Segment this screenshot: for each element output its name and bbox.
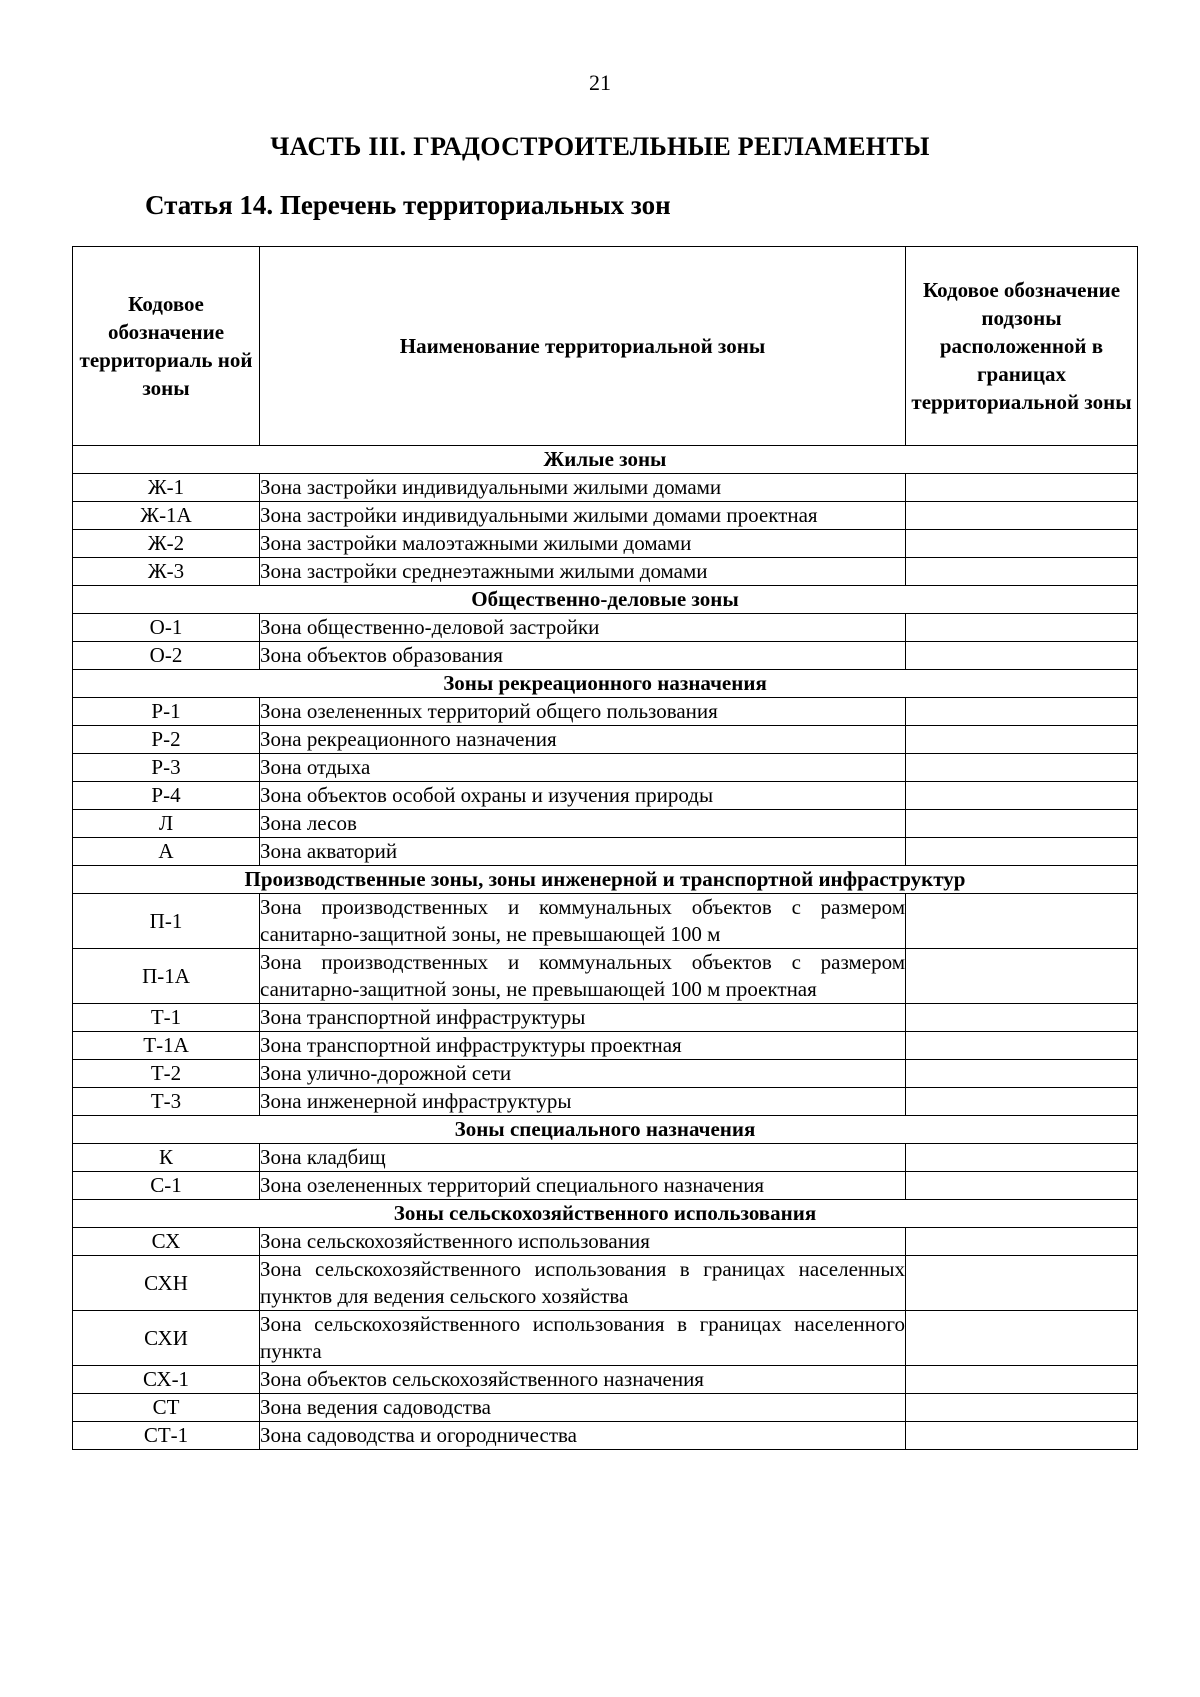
zone-name: Зона садоводства и огородничества: [260, 1422, 906, 1450]
zone-name: Зона застройки малоэтажными жилыми домами: [260, 530, 906, 558]
subzone-code: [906, 726, 1138, 754]
zone-code: О-2: [73, 642, 260, 670]
zone-name: Зона объектов сельскохозяйственного назначения: [260, 1366, 906, 1394]
table-row: [73, 754, 1138, 782]
table-row: [73, 530, 1138, 558]
table-body: [73, 446, 1138, 1450]
subzone-code: [906, 1088, 1138, 1116]
subzone-code: [906, 614, 1138, 642]
zone-code: Т-1: [73, 1004, 260, 1032]
subzone-code: [906, 894, 1138, 949]
subzone-code: [906, 642, 1138, 670]
zone-name: Зона транспортной инфраструктуры проектная: [260, 1032, 906, 1060]
zone-code: Ж-1А: [73, 502, 260, 530]
subzone-code: [906, 949, 1138, 1004]
zone-code: Т-3: [73, 1088, 260, 1116]
subzone-code: [906, 1144, 1138, 1172]
zone-name: Зона озелененных территорий общего пользования: [260, 698, 906, 726]
section-row: [73, 670, 1138, 698]
zone-code: Ж-1: [73, 474, 260, 502]
table-row: [73, 1088, 1138, 1116]
subzone-code: [906, 1311, 1138, 1366]
zone-name: Зона застройки индивидуальными жилыми домами проектная: [260, 502, 906, 530]
zone-code: О-1: [73, 614, 260, 642]
section-title: Производственные зоны, зоны инженерной и транспортной инфраструктур: [73, 866, 1138, 894]
zone-code: СТ-1: [73, 1422, 260, 1450]
table-row: [73, 1394, 1138, 1422]
subzone-code: [906, 754, 1138, 782]
table-row: [73, 1004, 1138, 1032]
zone-name: Зона объектов образования: [260, 642, 906, 670]
section-title: Зоны сельскохозяйственного использования: [73, 1200, 1138, 1228]
page-number: 21: [589, 70, 611, 95]
zone-code: Л: [73, 810, 260, 838]
table-row: [73, 502, 1138, 530]
subzone-code: [906, 838, 1138, 866]
section-row: [73, 446, 1138, 474]
zone-code: Р-4: [73, 782, 260, 810]
zone-code: П-1: [73, 894, 260, 949]
table-row: [73, 1172, 1138, 1200]
zone-code: Т-1А: [73, 1032, 260, 1060]
subzone-code: [906, 558, 1138, 586]
article-title: Статья 14. Перечень территориальных зон: [145, 190, 671, 220]
zone-name: Зона общественно-деловой застройки: [260, 614, 906, 642]
header-name: Наименование территориальной зоны: [260, 247, 906, 446]
zone-code: СХ: [73, 1228, 260, 1256]
zone-name: Зона улично-дорожной сети: [260, 1060, 906, 1088]
subzone-code: [906, 1394, 1138, 1422]
table-row: [73, 1311, 1138, 1366]
section-row: [73, 1200, 1138, 1228]
zone-name: Зона кладбищ: [260, 1144, 906, 1172]
zone-code: Р-1: [73, 698, 260, 726]
territorial-zones-table: [72, 246, 1138, 1450]
subzone-code: [906, 782, 1138, 810]
zone-code: СХИ: [73, 1311, 260, 1366]
zone-code: СТ: [73, 1394, 260, 1422]
subzone-code: [906, 1228, 1138, 1256]
table-row: [73, 1256, 1138, 1311]
zone-name: Зона инженерной инфраструктуры: [260, 1088, 906, 1116]
zone-name: Зона транспортной инфраструктуры: [260, 1004, 906, 1032]
table-row: [73, 642, 1138, 670]
zone-name: Зона сельскохозяйственного использования в границах населенного пункта: [260, 1311, 906, 1366]
zone-name: Зона озелененных территорий специального назначения: [260, 1172, 906, 1200]
zone-code: К: [73, 1144, 260, 1172]
section-title: Жилые зоны: [73, 446, 1138, 474]
subzone-code: [906, 1060, 1138, 1088]
zone-name: Зона производственных и коммунальных объектов с размером санитарно-защитной зоны, не превышающей 100 м проектная: [260, 949, 906, 1004]
table-row: [73, 1060, 1138, 1088]
zone-code: Р-3: [73, 754, 260, 782]
zone-name: Зона лесов: [260, 810, 906, 838]
table-row: [73, 1228, 1138, 1256]
subzone-code: [906, 1422, 1138, 1450]
zone-name: Зона ведения садоводства: [260, 1394, 906, 1422]
subzone-code: [906, 474, 1138, 502]
section-row: [73, 586, 1138, 614]
zone-code: П-1А: [73, 949, 260, 1004]
header-subzone: Кодовое обозначение подзоны расположенной в границах территориальной зоны: [906, 247, 1138, 446]
table-row: [73, 782, 1138, 810]
zone-code: Ж-3: [73, 558, 260, 586]
header-code: Кодовое обозначение территориаль ной зоны: [73, 247, 260, 446]
subzone-code: [906, 810, 1138, 838]
subzone-code: [906, 530, 1138, 558]
zone-code: С-1: [73, 1172, 260, 1200]
section-row: [73, 866, 1138, 894]
zone-name: Зона объектов особой охраны и изучения природы: [260, 782, 906, 810]
table-row: [73, 558, 1138, 586]
table-row: [73, 949, 1138, 1004]
subzone-code: [906, 698, 1138, 726]
zone-name: Зона производственных и коммунальных объектов с размером санитарно-защитной зоны, не превышающей 100 м: [260, 894, 906, 949]
table-row: [73, 726, 1138, 754]
subzone-code: [906, 1256, 1138, 1311]
subzone-code: [906, 1172, 1138, 1200]
table-row: [73, 1144, 1138, 1172]
subzone-code: [906, 1004, 1138, 1032]
zone-name: Зона отдыха: [260, 754, 906, 782]
section-title: Общественно-деловые зоны: [73, 586, 1138, 614]
zone-name: Зона застройки индивидуальными жилыми домами: [260, 474, 906, 502]
table-row: [73, 1422, 1138, 1450]
zone-code: Ж-2: [73, 530, 260, 558]
header-row: [73, 247, 1138, 446]
zone-name: Зона рекреационного назначения: [260, 726, 906, 754]
zone-name: Зона сельскохозяйственного использования: [260, 1228, 906, 1256]
table-row: [73, 474, 1138, 502]
part-title: ЧАСТЬ III. ГРАДОСТРОИТЕЛЬНЫЕ РЕГЛАМЕНТЫ: [270, 132, 930, 161]
table-header: [73, 247, 1138, 446]
zone-code: СХ-1: [73, 1366, 260, 1394]
section-title: Зоны рекреационного назначения: [73, 670, 1138, 698]
subzone-code: [906, 1032, 1138, 1060]
table-row: [73, 698, 1138, 726]
table-row: [73, 1032, 1138, 1060]
zone-name: Зона сельскохозяйственного использования в границах населенных пунктов для ведения сельского хозяйства: [260, 1256, 906, 1311]
table-row: [73, 894, 1138, 949]
section-title: Зоны специального назначения: [73, 1116, 1138, 1144]
zone-code: СХН: [73, 1256, 260, 1311]
zone-code: Р-2: [73, 726, 260, 754]
table-row: [73, 614, 1138, 642]
zone-name: Зона застройки среднеэтажными жилыми домами: [260, 558, 906, 586]
zone-code: А: [73, 838, 260, 866]
table-row: [73, 1366, 1138, 1394]
table-row: [73, 810, 1138, 838]
zone-code: Т-2: [73, 1060, 260, 1088]
zone-name: Зона акваторий: [260, 838, 906, 866]
subzone-code: [906, 502, 1138, 530]
subzone-code: [906, 1366, 1138, 1394]
table-row: [73, 838, 1138, 866]
section-row: [73, 1116, 1138, 1144]
